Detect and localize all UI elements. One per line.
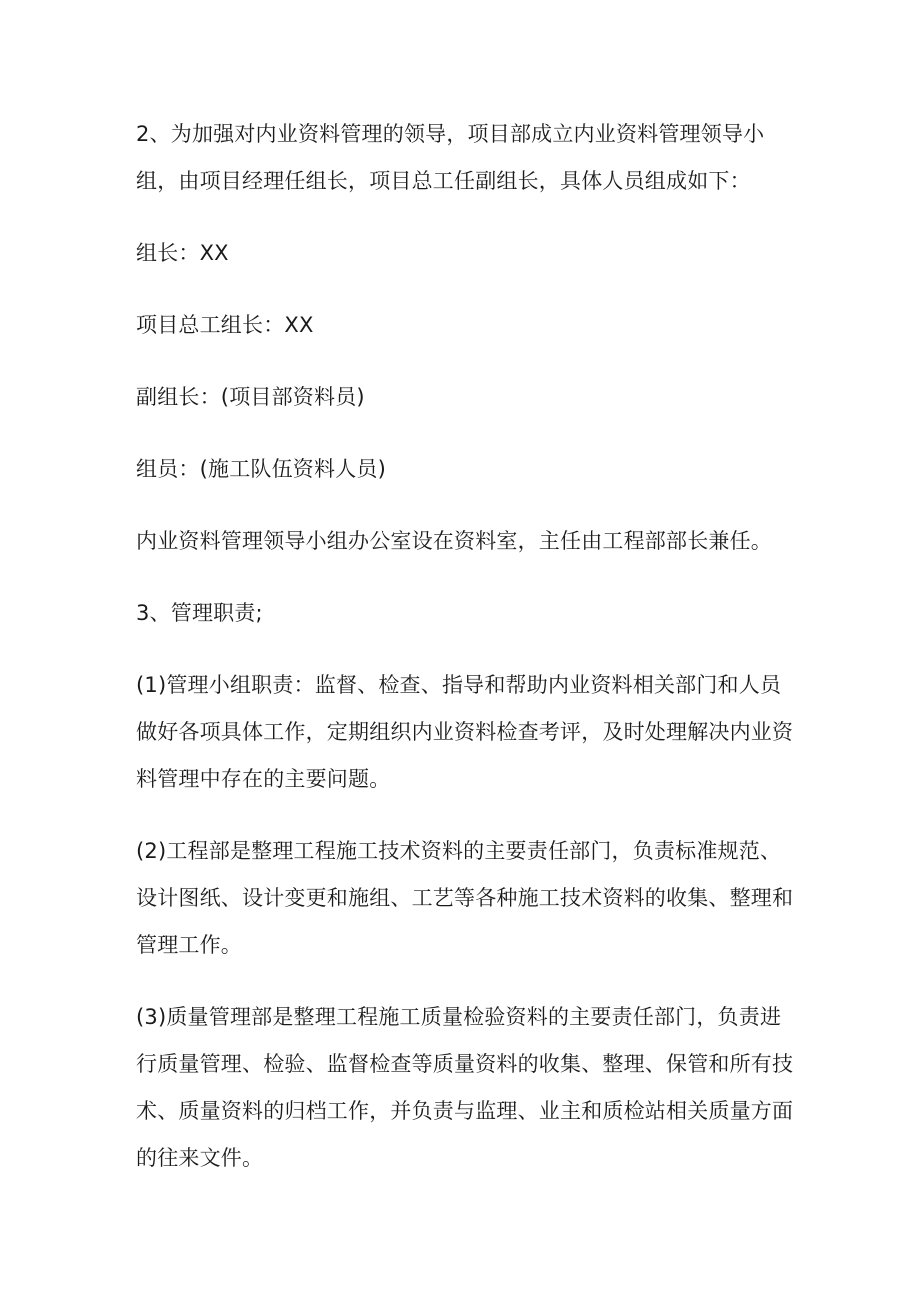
paragraph-duty-3: (3)质量管理部是整理工程施工质量检验资料的主要责任部门，负责进行质量管理、检验、监督检查等质量资料的收集、整理、保管和所有技术、质量资料的归档工作，并负责与监理、业主和质检站相关质量方面的往来文件。 <box>136 1005 794 1170</box>
paragraph-duty-2: (2)工程部是整理工程施工技术资料的主要责任部门，负责标准规范、设计图纸、设计变更和施组、工艺等各种施工技术资料的收集、整理和管理工作。 <box>136 839 794 957</box>
paragraph-office-location: 内业资料管理领导小组办公室设在资料室，主任由工程部部长兼任。 <box>136 529 772 553</box>
document-body <box>136 111 796 1207</box>
paragraph-duty-1: (1)管理小组职责：监督、检查、指导和帮助内业资料相关部门和人员做好各项具体工作，定期组织内业资料检查考评，及时处理解决内业资料管理中存在的主要问题。 <box>136 673 794 791</box>
paragraph-team-setup: 2、为加强对内业资料管理的领导，项目部成立内业资料管理领导小组，由项目经理任组长，项目总工任副组长，具体人员组成如下： <box>136 122 765 193</box>
paragraph-team-leader: 组长：XX <box>136 241 229 265</box>
paragraph-deputy-leader: 副组长：(项目部资料员) <box>136 385 365 409</box>
paragraph-chief-engineer: 项目总工组长：XX <box>136 313 314 337</box>
paragraph-team-members: 组员：(施工队伍资料人员) <box>136 457 386 481</box>
paragraph-section-heading: 3、管理职责; <box>136 601 263 625</box>
